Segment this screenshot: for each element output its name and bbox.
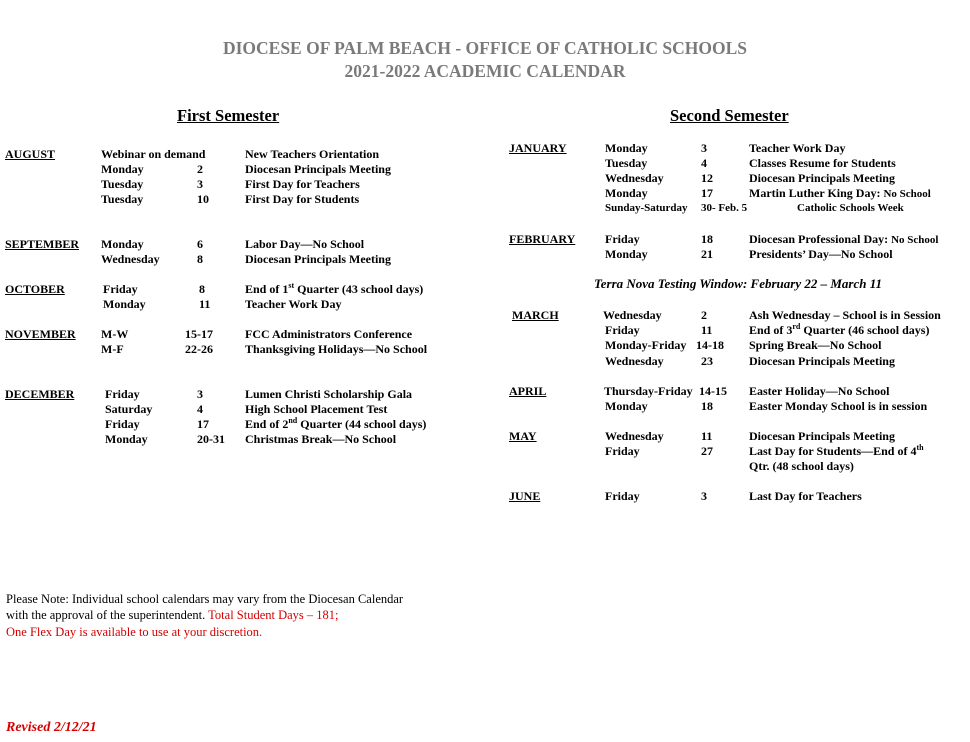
day-label: Friday [605, 232, 640, 246]
calendar-row [509, 202, 967, 217]
calendar-row [509, 399, 967, 414]
second-semester-heading: Second Semester [670, 106, 789, 125]
date-label: 3 [701, 141, 707, 155]
calendar-row [509, 141, 967, 156]
day-label: Monday [605, 399, 648, 413]
calendar-row [5, 162, 475, 177]
calendar-row [509, 232, 967, 247]
date-label: 4 [701, 156, 707, 170]
day-label: Monday [605, 141, 648, 155]
event-text: Quarter (43 school days) [294, 282, 424, 296]
month-label: JUNE [509, 489, 541, 503]
date-label: 27 [701, 444, 713, 458]
day-label: M-F [101, 342, 124, 356]
day-label: Friday [105, 387, 140, 401]
calendar-row [5, 282, 475, 297]
date-label: 18 [701, 399, 713, 413]
footer-note-line1: Please Note: Individual school calendars may vary from the Diocesan Calendar [6, 592, 404, 606]
month-label: DECEMBER [5, 387, 75, 401]
day-label: Friday [105, 417, 140, 431]
event-label: Diocesan Principals Meeting [749, 429, 895, 443]
date-label: 2 [197, 162, 203, 176]
day-label: Monday [103, 297, 146, 311]
revised-date: Revised 2/12/21 [6, 720, 97, 735]
event-text: Quarter (46 school days) [800, 323, 930, 337]
calendar-row [509, 444, 967, 459]
day-label: Friday [605, 444, 640, 458]
date-label: 3 [197, 177, 203, 191]
calendar-row [509, 338, 967, 353]
event-text: End of 2 [245, 417, 289, 431]
event-label: Diocesan Principals Meeting [245, 252, 391, 266]
date-label: 22-26 [185, 342, 213, 356]
footer-note-text: with the approval of the superintendent. [6, 608, 209, 622]
date-label: 15-17 [185, 327, 213, 341]
event-label: High School Placement Test [245, 402, 388, 416]
event-label: First Day for Teachers [245, 177, 360, 191]
calendar-row [5, 402, 475, 417]
day-label: Tuesday [101, 177, 144, 191]
date-label: 8 [197, 252, 203, 266]
date-label: 14-15 [699, 384, 727, 398]
calendar-row [5, 252, 475, 267]
day-label: Friday [605, 489, 640, 503]
day-label: Wednesday [605, 429, 664, 443]
event-label [749, 186, 931, 201]
calendar-row [509, 429, 967, 444]
event-label: Classes Resume for Students [749, 156, 896, 170]
event-label: Catholic Schools Week [797, 202, 904, 214]
date-label: 11 [701, 323, 713, 337]
event-label: Diocesan Principals Meeting [245, 162, 391, 176]
event-label: Presidents’ Day—No School [749, 247, 893, 261]
date-label: 12 [701, 171, 713, 185]
date-label: 17 [701, 186, 713, 200]
month-label: JANUARY [509, 141, 567, 155]
date-label: 30- Feb. 5 [701, 202, 748, 214]
event-text: End of 3 [749, 323, 793, 337]
date-label: 2 [701, 308, 707, 322]
event-label [245, 282, 423, 297]
day-label: Monday-Friday [605, 338, 687, 352]
calendar-row [5, 327, 475, 342]
event-label: New Teachers Orientation [245, 147, 379, 161]
event-label: Christmas Break—No School [245, 432, 397, 446]
calendar-row [5, 147, 475, 162]
date-label: 14-18 [696, 338, 724, 352]
event-label: Labor Day—No School [245, 237, 365, 251]
first-semester-heading: First Semester [177, 106, 280, 125]
calendar-row [509, 459, 967, 474]
day-label: Wednesday [605, 171, 664, 185]
calendar-row [509, 384, 967, 399]
event-text: Martin Luther King Day: [749, 186, 884, 200]
calendar-row [509, 489, 967, 504]
calendar-row [509, 354, 967, 369]
event-label: Easter Monday School is in session [749, 399, 928, 413]
event-label [749, 323, 929, 338]
document-subtitle: 2021-2022 ACADEMIC CALENDAR [344, 61, 626, 81]
date-label: 10 [197, 192, 209, 206]
calendar-row [509, 171, 967, 186]
ordinal-suffix: th [916, 443, 924, 452]
month-label: FEBRUARY [509, 232, 576, 246]
event-label [245, 417, 426, 432]
month-label: MARCH [512, 308, 559, 322]
event-label: First Day for Students [245, 192, 360, 206]
day-label: Monday [605, 186, 648, 200]
day-label: Tuesday [101, 192, 144, 206]
day-label: Monday [101, 237, 144, 251]
calendar-row [5, 177, 475, 192]
event-text: End of 1 [245, 282, 289, 296]
day-label: Thursday-Friday [604, 384, 693, 398]
date-label: 3 [197, 387, 203, 401]
total-student-days: Total Student Days – 181; [208, 608, 339, 622]
calendar-row [509, 247, 967, 262]
testing-window-banner: Terra Nova Testing Window: February 22 – March 11 [594, 276, 882, 291]
ordinal-suffix: nd [288, 416, 298, 425]
event-label [749, 444, 924, 459]
event-label: Teacher Work Day [245, 297, 342, 311]
day-label: M-W [101, 327, 129, 341]
day-label: Wednesday [603, 308, 662, 322]
ordinal-suffix: st [288, 281, 295, 290]
calendar-row [509, 323, 967, 338]
document-title: DIOCESE OF PALM BEACH - OFFICE OF CATHOLIC SCHOOLS [222, 38, 748, 58]
event-label: Diocesan Principals Meeting [749, 354, 895, 368]
date-label: 18 [701, 232, 713, 246]
calendar-row [5, 192, 475, 207]
calendar-row [5, 432, 475, 447]
day-label: Monday [605, 247, 648, 261]
day-label: Wednesday [101, 252, 160, 266]
day-label: Saturday [105, 402, 153, 416]
event-label: Qtr. (48 school days) [749, 459, 854, 473]
event-label: Spring Break—No School [749, 338, 882, 352]
calendar-row [5, 417, 475, 432]
event-label: Lumen Christi Scholarship Gala [245, 387, 413, 401]
date-label: 11 [199, 297, 211, 311]
day-label: Friday [103, 282, 138, 296]
event-label [749, 232, 938, 247]
month-label: AUGUST [5, 147, 56, 161]
flex-day-note: One Flex Day is available to use at your discretion. [6, 625, 263, 639]
ordinal-suffix: rd [792, 322, 801, 331]
date-label: 21 [701, 247, 713, 261]
event-label: Last Day for Teachers [749, 489, 862, 503]
date-label: 20-31 [197, 432, 225, 446]
date-label: 4 [197, 402, 203, 416]
day-label: Monday [101, 162, 144, 176]
calendar-row [5, 237, 475, 252]
day-label: Monday [105, 432, 148, 446]
date-label: 8 [199, 282, 205, 296]
calendar-row [5, 387, 475, 402]
event-label: FCC Administrators Conference [245, 327, 413, 341]
calendar-row [509, 308, 967, 323]
event-text: Quarter (44 school days) [297, 417, 427, 431]
day-label: Sunday-Saturday [605, 202, 688, 214]
date-label: 11 [701, 429, 713, 443]
calendar-row [509, 186, 967, 201]
calendar-row [5, 297, 475, 312]
event-text: Last Day for Students—End of 4 [749, 444, 917, 458]
date-label: 23 [701, 354, 713, 368]
day-label: Tuesday [605, 156, 648, 170]
event-label: Diocesan Principals Meeting [749, 171, 895, 185]
month-label: APRIL [509, 384, 547, 398]
date-label: 3 [701, 489, 707, 503]
event-label: Ash Wednesday – School is in Session [749, 308, 941, 322]
footer-note-line2 [6, 607, 339, 624]
event-label: Teacher Work Day [749, 141, 846, 155]
month-label: NOVEMBER [5, 327, 76, 341]
day-label: Webinar on demand [101, 147, 206, 161]
calendar-row [509, 156, 967, 171]
month-label: OCTOBER [5, 282, 65, 296]
event-label: Easter Holiday—No School [749, 384, 890, 398]
day-label: Friday [605, 323, 640, 337]
date-label: 6 [197, 237, 203, 251]
date-label: 17 [197, 417, 209, 431]
month-label: SEPTEMBER [5, 237, 80, 251]
calendar-row [5, 342, 475, 357]
event-label: Thanksgiving Holidays—No School [245, 342, 428, 356]
event-text-small: No School [891, 234, 939, 246]
day-label: Wednesday [605, 354, 664, 368]
month-label: MAY [509, 429, 537, 443]
event-text-small: No School [883, 188, 931, 200]
event-text: Diocesan Professional Day: [749, 232, 892, 246]
